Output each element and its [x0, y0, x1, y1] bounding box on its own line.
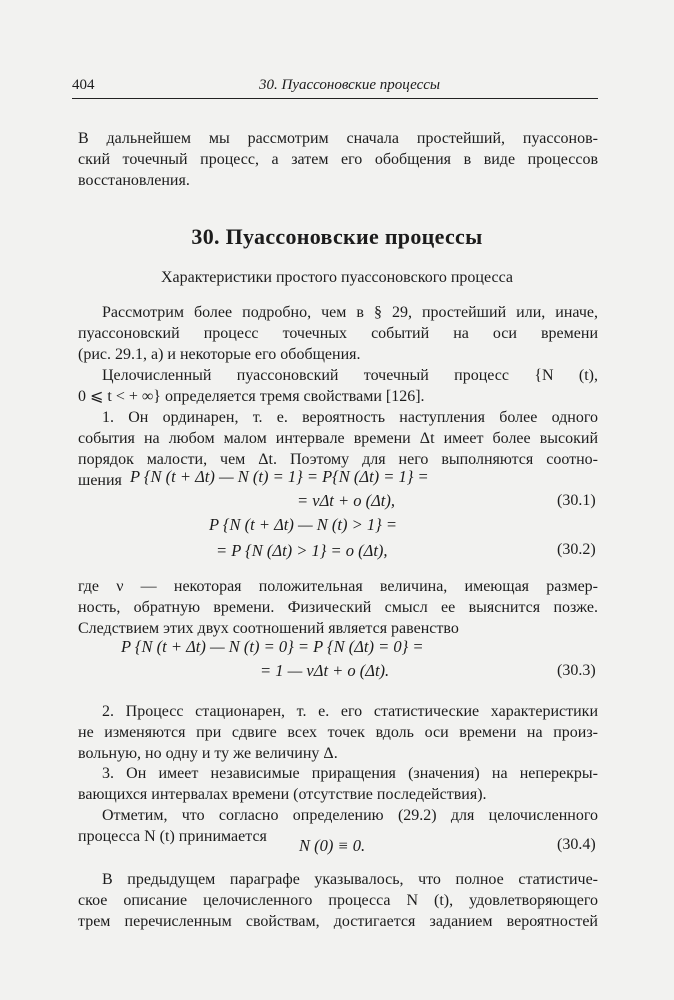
page-number: 404	[72, 77, 95, 93]
text-line: ность, обратную времени. Физический смысл ее выяснится позже.	[78, 599, 598, 616]
text-line: 3. Он имеет независимые приращения (значения) на неперекры-	[102, 765, 598, 782]
equation-30-2-line-2: = P {N (Δt) > 1} = o (Δt),	[216, 541, 388, 560]
text-line: события на любом малом интервале времени Δt имеет более высокий	[78, 430, 598, 447]
paragraph-6	[78, 763, 598, 805]
text-line: ский точечный процесс, а затем его обобщения в виде процессов	[78, 151, 598, 168]
text-line: не изменяются при сдвиге всех точек вдоль оси времени на произ-	[78, 724, 598, 741]
text-line: Целочисленный пуассоновский точечный процесс {N (t),	[102, 367, 598, 384]
text-line: порядок малости, чем Δt. Поэтому для него выполняются соотно-	[78, 451, 598, 468]
text-line: Отметим, что согласно определению (29.2) для целочисленного	[102, 807, 598, 824]
equation-number: (30.1)	[557, 492, 596, 509]
text-line: Следствием этих двух соотношений является равенство	[78, 620, 459, 637]
equation-30-1-line-2: = νΔt + o (Δt),	[297, 491, 395, 510]
text-line: где ν — некоторая положительная величина, имеющая размер-	[78, 578, 598, 595]
intro-paragraph	[78, 128, 598, 191]
text-line: трем перечисленным свойствам, достигается заданием вероятностей	[78, 913, 598, 930]
subsection-title: Характеристики простого пуассоновского процесса	[160, 269, 513, 286]
text-line: 1. Он ординарен, т. е. вероятность наступления более одного	[102, 409, 598, 426]
text-line: пуассоновский процесс точечных событий на оси времени	[78, 325, 598, 342]
section-title: 30. Пуассоновские процессы	[191, 224, 483, 249]
paragraph-1	[78, 302, 598, 365]
running-title: 30. Пуассоновские процессы	[259, 77, 441, 93]
text-line: восстановления.	[78, 172, 190, 189]
paragraph-4	[78, 576, 598, 639]
equation-30-1-line-1: P {N (t + Δt) — N (t) = 1} = P{N (Δt) = 1} =	[130, 467, 429, 486]
paragraph-5	[78, 701, 598, 764]
text-line: вающихся интервалах времени (отсутствие последействия).	[78, 786, 487, 803]
equation-30-2-line-1: P {N (t + Δt) — N (t) > 1} =	[209, 515, 397, 534]
equation-number: (30.3)	[557, 662, 596, 679]
text-line: В предыдущем параграфе указывалось, что полное статистиче-	[102, 871, 598, 888]
text-line: процесса N (t) принимается	[78, 828, 267, 845]
equation-30-3-line-1: P {N (t + Δt) — N (t) = 0} = P {N (Δt) = 0} =	[121, 637, 424, 656]
page-header	[72, 74, 598, 99]
text-line: вольную, но одну и ту же величину Δ.	[78, 745, 338, 762]
text-line: шения	[78, 472, 122, 489]
equation-number: (30.4)	[557, 836, 596, 853]
paragraph-8	[78, 869, 598, 932]
text-line: Рассмотрим более подробно, чем в § 29, простейший или, иначе,	[102, 304, 598, 321]
equation-30-3-line-2: = 1 — νΔt + o (Δt).	[260, 661, 390, 680]
text-line: 0 ⩽ t < + ∞} определяется тремя свойствами [126].	[78, 388, 425, 405]
equation-30-4: N (0) ≡ 0.	[299, 836, 366, 855]
text-line: 2. Процесс стационарен, т. е. его статистические характеристики	[102, 703, 598, 720]
text-line: (рис. 29.1, а) и некоторые его обобщения.	[78, 346, 361, 363]
paragraph-2	[78, 365, 598, 407]
text-line: В дальнейшем мы рассмотрим сначала простейший, пуассонов-	[78, 130, 598, 147]
equation-number: (30.2)	[557, 541, 596, 558]
text-line: ское описание целочисленного процесса N (t), удовлетворяющего	[78, 892, 598, 909]
